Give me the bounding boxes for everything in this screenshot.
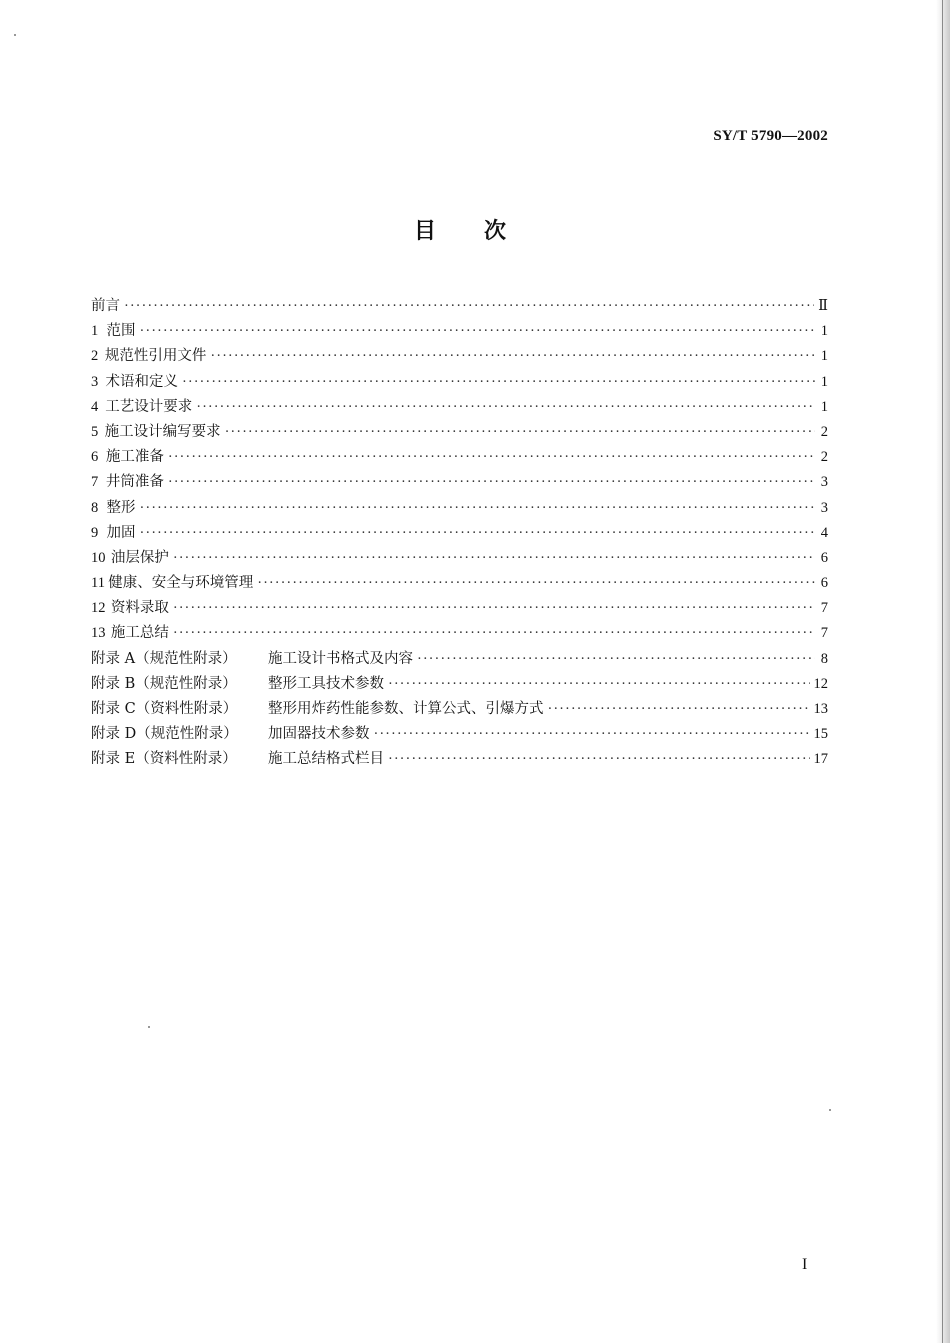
toc-entry-page: 4: [820, 524, 828, 541]
toc-entry-label: 整形: [106, 499, 136, 516]
dot-leader: [140, 500, 815, 517]
scanned-page-edge: [936, 0, 950, 1343]
toc-entry-label: 术语和定义: [105, 373, 179, 390]
toc-entry-page: 1: [820, 348, 828, 365]
toc-entry-page: Ⅱ: [818, 298, 828, 314]
toc-entry-page: 2: [820, 449, 828, 466]
toc-entry[interactable]: [91, 496, 828, 521]
toc-entry-label: 资料录取: [110, 600, 169, 617]
dot-leader: [140, 323, 815, 340]
page-number: I: [802, 1256, 808, 1273]
toc-entry-label: 施工总结: [110, 625, 169, 642]
toc-title: [0, 214, 920, 245]
appendix-page: 17: [813, 751, 828, 768]
toc-entry-page: 6: [820, 549, 828, 566]
toc-entry-number: 1: [91, 323, 99, 340]
toc-entry-number: 5: [91, 423, 99, 440]
toc-entry[interactable]: [91, 470, 828, 495]
appendix-label: 整形用炸药性能参数、计算公式、引爆方式: [268, 701, 544, 717]
toc-entry-number: 13: [91, 625, 106, 642]
toc-entry-number: 9: [91, 524, 99, 541]
appendix-prefix: 附录 A（规范性附录）: [91, 650, 237, 667]
toc-appendix-entry[interactable]: [91, 647, 828, 672]
toc-entry-label: 前言: [91, 298, 120, 314]
toc-entry[interactable]: [91, 571, 828, 596]
toc-title-char: 目: [413, 219, 436, 244]
toc-entry[interactable]: [91, 370, 828, 395]
toc-entry[interactable]: [91, 546, 828, 571]
toc-entry[interactable]: [91, 395, 828, 420]
toc-entry-number: 12: [91, 600, 106, 617]
toc-entry-label: 范围: [106, 323, 136, 340]
toc-entry-page: 6: [820, 575, 828, 592]
toc-entry[interactable]: [91, 319, 828, 344]
appendix-page: 13: [813, 701, 828, 717]
toc-appendix-entry[interactable]: [91, 697, 828, 722]
dot-leader: [225, 424, 815, 441]
toc-entry-page: 7: [820, 625, 828, 642]
toc-entry-label: 施工设计编写要求: [104, 423, 221, 440]
toc-appendix-entry[interactable]: [91, 747, 828, 772]
toc-entry[interactable]: [91, 420, 828, 445]
dot-leader: [168, 474, 815, 491]
standard-number: SY/T 5790—2002: [713, 128, 828, 144]
dot-leader: [196, 399, 815, 416]
dot-leader: [548, 701, 810, 718]
dot-leader: [257, 575, 815, 592]
toc-entry-label: 井筒准备: [105, 474, 164, 491]
toc-entry-page: 2: [820, 423, 828, 440]
toc-entry-number: 3: [91, 373, 99, 390]
appendix-label: 施工设计书格式及内容: [268, 650, 413, 667]
toc-entry-page: 3: [820, 499, 828, 516]
toc-entry-page: 3: [820, 474, 828, 491]
toc-entry[interactable]: [91, 596, 828, 621]
scan-speck: [829, 1109, 831, 1111]
toc-entry-number: 4: [91, 398, 99, 415]
dot-leader: [388, 751, 810, 768]
toc-entry-label: 施工准备: [105, 449, 164, 466]
dot-leader: [173, 550, 815, 567]
appendix-prefix: 附录 E（资料性附录）: [91, 751, 237, 768]
dot-leader: [210, 348, 815, 365]
dot-leader: [173, 600, 815, 617]
toc-entry[interactable]: [91, 344, 828, 369]
dot-leader: [374, 726, 810, 743]
toc-entry-number: 6: [91, 449, 99, 466]
toc-entry[interactable]: [91, 521, 828, 546]
dot-leader: [388, 676, 810, 693]
toc-entry-label: 健康、安全与环境管理: [108, 575, 254, 592]
toc-entry-page: 1: [820, 323, 828, 340]
toc-entry-label: 工艺设计要求: [105, 398, 193, 415]
toc-entry-number: 11: [91, 575, 105, 592]
scan-speck: [14, 34, 16, 36]
table-of-contents: [91, 294, 828, 773]
toc-entry-foreword[interactable]: [91, 294, 828, 319]
appendix-label: 施工总结格式栏目: [268, 751, 384, 768]
dot-leader: [417, 651, 815, 668]
toc-entry-label: 加固: [106, 524, 136, 541]
appendix-prefix: 附录 B（规范性附录）: [91, 675, 237, 692]
appendix-label: 加固器技术参数: [268, 726, 370, 743]
appendix-page: 8: [820, 650, 828, 667]
toc-entry-number: 8: [91, 499, 99, 516]
toc-entry-number: 2: [91, 348, 99, 365]
toc-entry-number: 10: [91, 549, 106, 566]
scan-speck: [148, 1026, 150, 1028]
dot-leader: [168, 449, 815, 466]
appendix-page: 15: [813, 726, 828, 743]
dot-leader: [124, 298, 814, 315]
appendix-prefix: 附录 C（资料性附录）: [91, 701, 238, 717]
toc-title-char: 次: [484, 219, 507, 244]
dot-leader: [173, 625, 815, 642]
toc-entry-label: 规范性引用文件: [104, 348, 207, 365]
appendix-label: 整形工具技术参数: [268, 675, 384, 692]
toc-entry-number: 7: [91, 474, 99, 491]
toc-entry-label: 油层保护: [110, 549, 169, 566]
toc-entry-page: 1: [820, 373, 828, 390]
toc-entry-page: 1: [820, 398, 828, 415]
toc-entry[interactable]: [91, 445, 828, 470]
toc-entry-page: 7: [820, 600, 828, 617]
appendix-prefix: 附录 D（规范性附录）: [91, 726, 238, 743]
appendix-page: 12: [813, 675, 828, 692]
dot-leader: [182, 374, 815, 391]
toc-entry[interactable]: [91, 621, 828, 646]
toc-appendix-entry[interactable]: [91, 672, 828, 697]
toc-appendix-entry[interactable]: [91, 722, 828, 747]
dot-leader: [140, 525, 815, 542]
